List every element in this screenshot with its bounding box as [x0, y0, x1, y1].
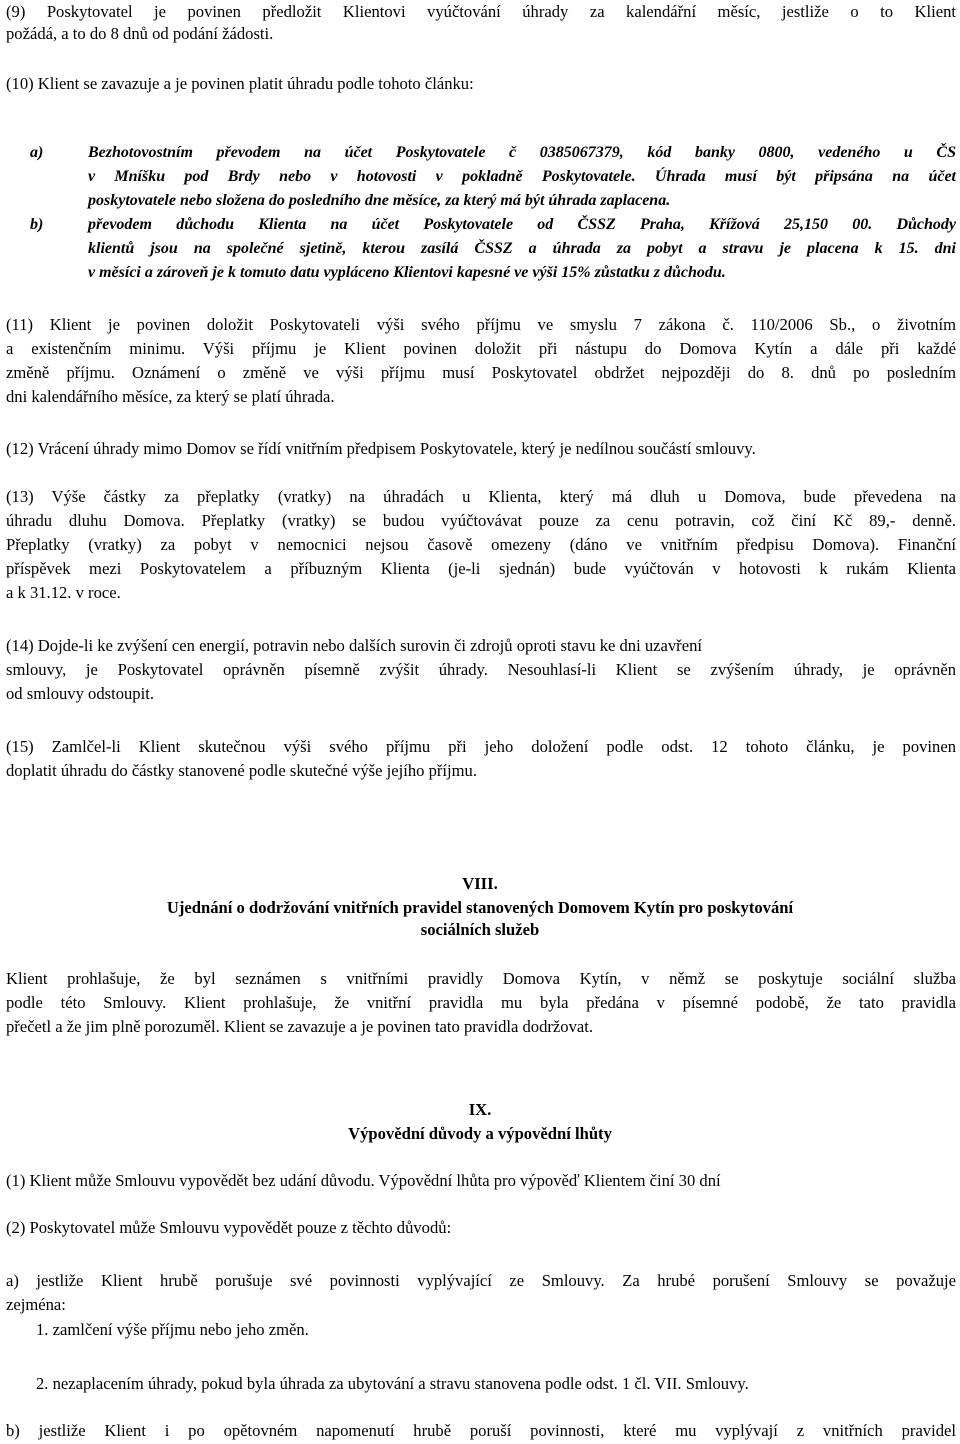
section-9-item-b: b) jestliže Klient i po opětovném napomenutí hrubě poruší povinnosti, které mu vyplývají z vnitřních pravidel: [6, 1421, 956, 1440]
paragraph-11-line-2: a existenčním minimu. Výši příjmu je Klient povinen doložit při nástupu do Domova Kytín a dále při každé: [6, 339, 956, 358]
item-b-line-2: klientů jsou na společné sjetině, kterou zasílá ČSSZ a úhrada za pobyt a stravu je placena k 15. dni: [88, 240, 956, 257]
section-8-title-line-1: Ujednání o dodržování vnitřních pravidel stanovených Domovem Kytín pro poskytování: [166, 898, 794, 917]
section-9-paragraph-2: (2) Poskytovatel může Smlouvu vypovědět pouze z těchto důvodů:: [6, 1218, 452, 1237]
section-9-paragraph-1: (1) Klient může Smlouvu vypovědět bez udání důvodu. Výpovědní lhůta pro výpověď Klientem činí 30 dní: [6, 1171, 721, 1190]
paragraph-14-line-1: (14) Dojde-li ke zvýšení cen energií, potravin nebo dalších surovin či zdrojů oproti stavu ke dni uzavření: [6, 636, 702, 655]
paragraph-10-intro: (10) Klient se zavazuje a je povinen platit úhradu podle tohoto článku:: [6, 74, 474, 93]
paragraph-15-line-2: doplatit úhradu do částky stanovené podle skutečné výše jejího příjmu.: [6, 761, 477, 780]
section-8-number: VIII.: [462, 874, 498, 893]
paragraph-9-line-1: (9) Poskytovatel je povinen předložit Klientovi vyúčtování úhrady za kalendářní měsíc, jestliže o to Klient: [6, 2, 956, 21]
section-8-body-line-1: Klient prohlašuje, že byl seznámen s vnitřními pravidly Domova Kytín, v němž se poskytuje sociální služba: [6, 969, 956, 988]
section-9-item-a-sub-2: 2. nezaplacením úhrady, pokud byla úhrada za ubytování a stravu stanovena podle odst. 1 čl. VII. Smlouvy.: [36, 1374, 749, 1393]
section-9-item-a-sub-1: 1. zamlčení výše příjmu nebo jeho změn.: [36, 1320, 309, 1339]
paragraph-13-line-4: příspěvek mezi Poskytovatelem a příbuzným Klienta (je-li sjednán) bude vyúčtován v hotovosti k rukám Klienta: [6, 559, 956, 578]
paragraph-13-line-1: (13) Výše částky za přeplatky (vratky) na úhradách u Klienta, který má dluh u Domova, bude převedena na: [6, 487, 956, 506]
paragraph-13-line-2: úhradu dluhu Domova. Přeplatky (vratky) se budou vyúčtovávat pouze za cenu potravin, což činí Kč 89,- denně.: [6, 511, 956, 530]
section-9-item-a-line-2: zejména:: [6, 1295, 66, 1314]
paragraph-15-line-1: (15) Zamlčel-li Klient skutečnou výši svého příjmu při jeho doložení podle odst. 12 tohoto článku, je povinen: [6, 737, 956, 756]
section-9-number: IX.: [468, 1100, 492, 1119]
section-9-item-a-line-1: a) jestliže Klient hrubě porušuje své povinnosti vyplývající ze Smlouvy. Za hrubé porušení Smlouvy se považuje: [6, 1271, 956, 1290]
paragraph-11-line-1: (11) Klient je povinen doložit Poskytovateli výši svého příjmu ve smyslu 7 zákona č. 110/2006 Sb., o životním: [6, 315, 956, 334]
item-a-line-2: v Mníšku pod Brdy nebo v hotovosti v pokladně Poskytovatele. Úhrada musí být připsána na účet: [88, 168, 956, 185]
section-8-title-line-2: sociálních služeb: [420, 920, 540, 939]
item-a-label: a): [30, 144, 44, 161]
item-b-line-3: v měsíci a zároveň je k tomuto datu vypláceno Klientovi kapesné ve výši 15% zůstatku z důchodu.: [88, 264, 726, 281]
section-9-title: Výpovědní důvody a výpovědní lhůty: [348, 1124, 612, 1143]
paragraph-9-line-2: požádá, a to do 8 dnů od podání žádosti.: [6, 24, 274, 43]
paragraph-12: (12) Vrácení úhrady mimo Domov se řídí vnitřním předpisem Poskytovatele, který je nedílnou součástí smlouvy.: [6, 439, 756, 458]
item-b-label: b): [30, 216, 44, 233]
item-a-line-1: Bezhotovostním převodem na účet Poskytovatele č 0385067379, kód banky 0800, vedeného u ČS: [88, 144, 956, 161]
paragraph-14-line-3: od smlouvy odstoupit.: [6, 684, 154, 703]
paragraph-11-line-4: dni kalendářního měsíce, za který se platí úhrada.: [6, 387, 335, 406]
item-a-line-3: poskytovatele nebo složena do posledního dne měsíce, za který má být úhrada zaplacena.: [88, 192, 671, 209]
paragraph-14-line-2: smlouvy, je Poskytovatel oprávněn písemně zvýšit úhrady. Nesouhlasí-li Klient se zvýšením úhrady, je oprávněn: [6, 660, 956, 679]
paragraph-11-line-3: změně příjmu. Oznámení o změně ve výši příjmu musí Poskytovatel obdržet nejpozději do 8. dnů po posledním: [6, 363, 956, 382]
paragraph-13-line-3: Přeplatky (vratky) za pobyt v nemocnici nejsou časově omezeny (dáno ve vnitřním předpisu Domova). Finanční: [6, 535, 956, 554]
section-8-body-line-3: přečetl a že jim plně porozuměl. Klient se zavazuje a je povinen tato pravidla dodržovat.: [6, 1017, 593, 1036]
paragraph-13-line-5: a k 31.12. v roce.: [6, 583, 121, 602]
item-b-line-1: převodem důchodu Klienta na účet Poskytovatele od ČSSZ Praha, Křížová 25,150 00. Důchody: [88, 216, 956, 233]
section-8-body-line-2: podle této Smlouvy. Klient prohlašuje, že vnitřní pravidla mu byla předána v písemné podobě, že tato pravidla: [6, 993, 956, 1012]
